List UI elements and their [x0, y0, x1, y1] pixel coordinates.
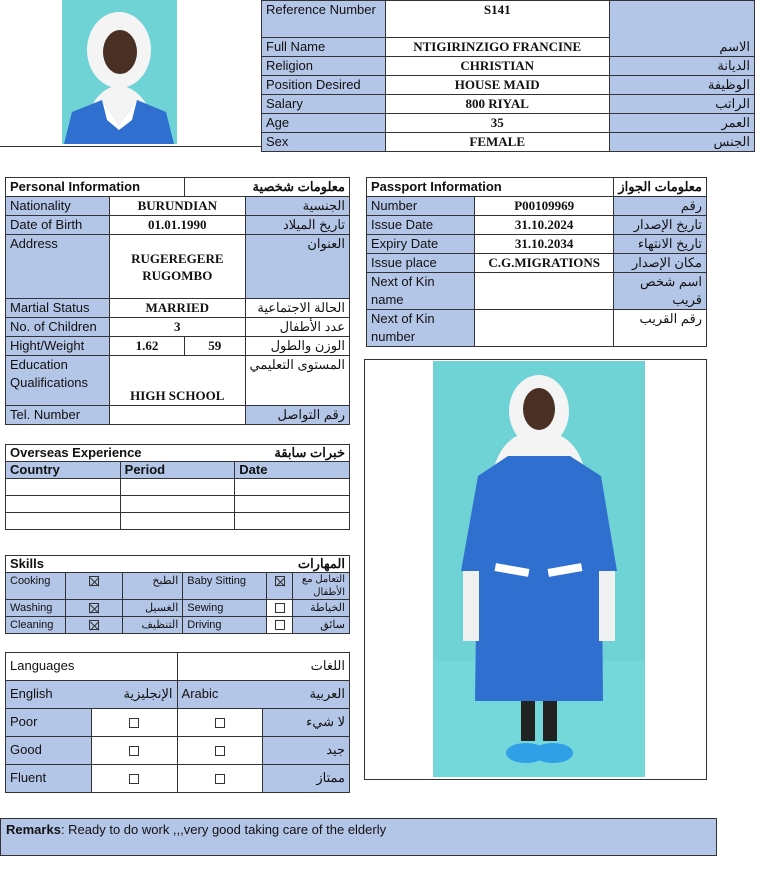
skill-washing-checkbox[interactable]: [65, 600, 123, 617]
personal-title: Personal Information: [6, 178, 185, 197]
header-divider: [0, 146, 262, 147]
sex-value: FEMALE: [385, 133, 609, 152]
level-good-label-ar: جيد: [263, 737, 350, 765]
skill-driving-label: Driving: [183, 617, 267, 634]
checked-box-icon: [89, 576, 99, 586]
sex-label: Sex: [262, 133, 386, 152]
table-cell: [235, 513, 350, 530]
header-table: [261, 0, 755, 152]
kin-name-ar-1: اسم شخص: [640, 274, 702, 289]
babysitting-ar-2: الأطفال: [313, 587, 345, 598]
english-poor-checkbox[interactable]: [91, 709, 177, 737]
level-poor-label-ar: لا شيء: [263, 709, 350, 737]
personal-info-table: [5, 177, 350, 425]
kin-number-label-1: Next of Kin: [371, 311, 435, 326]
remarks-box: [0, 818, 717, 856]
personal-title-ar: معلومات شخصية: [184, 178, 349, 197]
kin-name-label-2: name: [371, 292, 404, 307]
skill-babysitting-label: Baby Sitting: [183, 573, 267, 600]
issue-date-label: Issue Date: [367, 216, 475, 235]
english-good-checkbox[interactable]: [91, 737, 177, 765]
empty-box-icon: [275, 620, 285, 630]
table-cell: [235, 496, 350, 513]
passport-info-table: [366, 177, 707, 347]
lang-arabic-label-ar: العربية: [263, 681, 350, 709]
address-line-2: RUGOMBO: [142, 267, 213, 283]
expiry-label: Expiry Date: [367, 235, 475, 254]
address-label: Address: [6, 235, 110, 299]
marital-value: MARRIED: [110, 299, 245, 318]
overseas-title-ar: خبرات سابقة: [235, 445, 350, 462]
passport-title: Passport Information: [367, 178, 614, 197]
address-label-ar: العنوان: [245, 235, 349, 299]
tel-label: Tel. Number: [6, 406, 110, 425]
ref-value: S141: [385, 1, 609, 38]
edu-label: [6, 356, 110, 406]
skills-title: Skills: [6, 556, 183, 573]
marital-label: Martial Status: [6, 299, 110, 318]
babysitting-ar-1: التعامل مع: [301, 574, 345, 585]
checked-box-icon: [89, 603, 99, 613]
tel-label-ar: رقم التواصل: [245, 406, 349, 425]
full-body-photo: [433, 361, 645, 777]
marital-label-ar: الحالة الاجتماعية: [245, 299, 349, 318]
kin-name-label-1: Next of Kin: [371, 274, 435, 289]
empty-box-icon: [215, 718, 225, 728]
level-fluent-label: Fluent: [6, 765, 92, 793]
arabic-fluent-checkbox[interactable]: [177, 765, 263, 793]
table-cell: [235, 479, 350, 496]
table-cell: [120, 513, 235, 530]
kin-number-label-2: number: [371, 329, 416, 344]
passport-number-label: Number: [367, 197, 475, 216]
skill-sewing-label: Sewing: [183, 600, 267, 617]
skill-sewing-label-ar: الخياطة: [293, 600, 350, 617]
skill-cleaning-label-ar: التنظيف: [123, 617, 183, 634]
nationality-label: Nationality: [6, 197, 110, 216]
position-label-ar: الوظيفة: [609, 76, 754, 95]
salary-label-ar: الراتب: [609, 95, 754, 114]
level-poor-label: Poor: [6, 709, 92, 737]
col-country: Country: [6, 462, 121, 479]
religion-label-ar: الديانة: [609, 57, 754, 76]
passport-number-label-ar: رقم: [614, 197, 707, 216]
fullname-label-ar: الاسم: [609, 1, 754, 57]
fullname-label: Full Name: [262, 38, 386, 57]
edu-label-ar: المستوى التعليمي: [245, 356, 349, 406]
weight-value: 59: [184, 337, 245, 356]
kin-name-ar-2: قريب: [672, 292, 702, 307]
kin-number-label: [367, 310, 475, 347]
kin-name-value: [475, 273, 614, 310]
edu-value: HIGH SCHOOL: [110, 356, 245, 406]
skill-cooking-label: Cooking: [6, 573, 66, 600]
expiry-value: 31.10.2034: [475, 235, 614, 254]
arabic-poor-checkbox[interactable]: [177, 709, 263, 737]
languages-table: [5, 652, 350, 793]
position-label: Position Desired: [262, 76, 386, 95]
empty-box-icon: [129, 774, 139, 784]
checked-box-icon: [275, 576, 285, 586]
empty-box-icon: [129, 718, 139, 728]
children-label: No. of Children: [6, 318, 110, 337]
address-value: [110, 235, 245, 299]
empty-box-icon: [215, 774, 225, 784]
arabic-good-checkbox[interactable]: [177, 737, 263, 765]
edu-label-2: Qualifications: [10, 375, 89, 390]
children-value: 3: [110, 318, 245, 337]
address-line-1: RUGEREGERE: [131, 250, 224, 266]
kin-name-label: [367, 273, 475, 310]
level-fluent-label-ar: ممتاز: [263, 765, 350, 793]
nationality-label-ar: الجنسية: [245, 197, 349, 216]
skills-title-ar: المهارات: [183, 556, 350, 573]
skill-babysitting-label-ar: [293, 573, 350, 600]
salary-value: 800 RIYAL: [385, 95, 609, 114]
empty-box-icon: [129, 746, 139, 756]
empty-box-icon: [215, 746, 225, 756]
skill-cooking-checkbox[interactable]: [65, 573, 123, 600]
full-photo-frame: [364, 359, 707, 780]
table-cell: [120, 496, 235, 513]
skill-washing-label: Washing: [6, 600, 66, 617]
overseas-table: [5, 444, 350, 530]
age-label-ar: العمر: [609, 114, 754, 133]
skill-washing-label-ar: الغسيل: [123, 600, 183, 617]
skill-babysitting-checkbox[interactable]: [267, 573, 293, 600]
expiry-label-ar: تاريخ الانتهاء: [614, 235, 707, 254]
overseas-title: Overseas Experience: [6, 445, 235, 462]
lang-english-label-ar: الإنجليزية: [91, 681, 177, 709]
empty-box-icon: [275, 603, 285, 613]
hw-label-ar: الوزن والطول: [245, 337, 349, 356]
remarks-text: : Ready to do work ,,,very good taking care of the elderly: [60, 822, 387, 837]
languages-title: Languages: [6, 653, 178, 681]
issue-date-value: 31.10.2024: [475, 216, 614, 235]
nationality-value: BURUNDIAN: [110, 197, 245, 216]
issue-date-label-ar: تاريخ الإصدار: [614, 216, 707, 235]
dob-label: Date of Birth: [6, 216, 110, 235]
position-value: HOUSE MAID: [385, 76, 609, 95]
kin-name-label-ar: [614, 273, 707, 310]
checked-box-icon: [89, 620, 99, 630]
skills-table: [5, 555, 350, 634]
ref-label: Reference Number: [262, 1, 386, 38]
skill-driving-checkbox[interactable]: [267, 617, 293, 634]
religion-label: Religion: [262, 57, 386, 76]
col-period: Period: [120, 462, 235, 479]
lang-english-label: English: [6, 681, 92, 709]
passport-title-ar: معلومات الجواز: [614, 178, 707, 197]
children-label-ar: عدد الأطفال: [245, 318, 349, 337]
level-good-label: Good: [6, 737, 92, 765]
kin-number-label-ar: رقم القريب: [614, 310, 707, 347]
skill-cleaning-checkbox[interactable]: [65, 617, 123, 634]
age-label: Age: [262, 114, 386, 133]
issue-place-label: Issue place: [367, 254, 475, 273]
skill-sewing-checkbox[interactable]: [267, 600, 293, 617]
edu-label-1: Education: [10, 357, 68, 372]
skill-cleaning-label: Cleaning: [6, 617, 66, 634]
remarks-label: Remarks: [6, 822, 61, 837]
issue-place-value: C.G.MIGRATIONS: [475, 254, 614, 273]
skill-cooking-label-ar: الطبخ: [123, 573, 183, 600]
lang-arabic-label: Arabic: [177, 681, 263, 709]
tel-value: [110, 406, 245, 425]
table-cell: [120, 479, 235, 496]
english-fluent-checkbox[interactable]: [91, 765, 177, 793]
hw-label: Hight/Weight: [6, 337, 110, 356]
portrait-photo: [62, 0, 177, 144]
height-value: 1.62: [110, 337, 185, 356]
kin-number-value: [475, 310, 614, 347]
table-cell: [6, 513, 121, 530]
fullname-value: NTIGIRINZIGO FRANCINE: [385, 38, 609, 57]
salary-label: Salary: [262, 95, 386, 114]
passport-number-value: P00109969: [475, 197, 614, 216]
table-cell: [6, 479, 121, 496]
issue-place-label-ar: مكان الإصدار: [614, 254, 707, 273]
dob-label-ar: تاريخ الميلاد: [245, 216, 349, 235]
table-cell: [6, 496, 121, 513]
dob-value: 01.01.1990: [110, 216, 245, 235]
languages-title-ar: اللغات: [177, 653, 349, 681]
religion-value: CHRISTIAN: [385, 57, 609, 76]
age-value: 35: [385, 114, 609, 133]
sex-label-ar: الجنس: [609, 133, 754, 152]
col-date: Date: [235, 462, 350, 479]
skill-driving-label-ar: سائق: [293, 617, 350, 634]
